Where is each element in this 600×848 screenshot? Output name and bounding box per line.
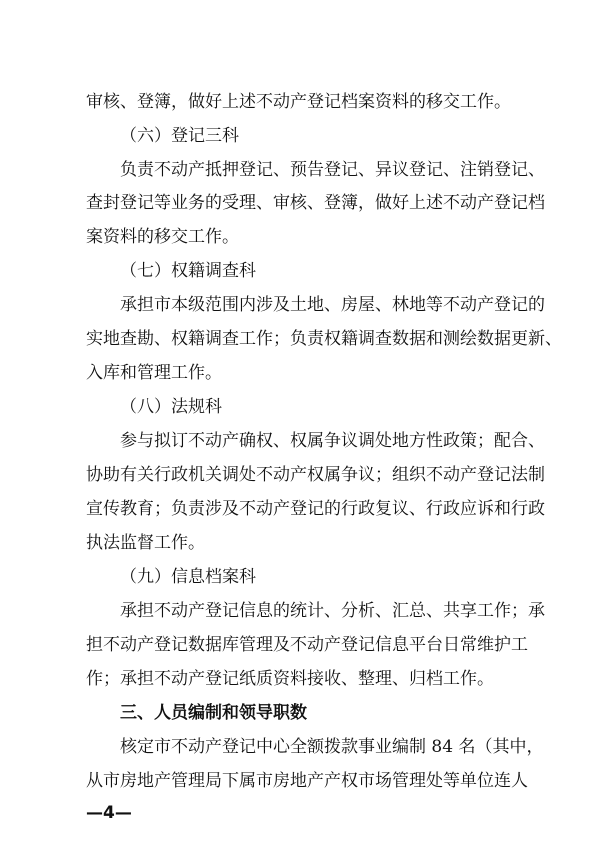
chapter-heading: 三、人员编制和领导职数	[120, 703, 307, 723]
text-line: 入库和管理工作。	[86, 363, 222, 383]
text-line: 实地查勘、权籍调查工作；负责权籍调查数据和测绘数据更新、	[86, 329, 562, 349]
text-line: 担不动产登记数据库管理及不动产登记信息平台日常维护工	[86, 635, 528, 655]
text-line: 协助有关行政机关调处不动产权属争议；组织不动产登记法制	[86, 465, 545, 485]
text-line: 承担市本级范围内涉及土地、房屋、林地等不动产登记的	[120, 295, 545, 315]
text-line: 承担不动产登记信息的统计、分析、汇总、共享工作；承	[120, 601, 545, 621]
text-line: 作；承担不动产登记纸质资料接收、整理、归档工作。	[86, 669, 494, 689]
text-line: 执法监督工作。	[86, 533, 205, 553]
text-line: 审核、登簿，做好上述不动产登记档案资料的移交工作。	[86, 92, 511, 112]
text-line: 查封登记等业务的受理、审核、登簿，做好上述不动产登记档	[86, 193, 545, 213]
text-line: 宣传教育；负责涉及不动产登记的行政复议、行政应诉和行政	[86, 499, 545, 519]
text-line: 参与拟订不动产确权、权属争议调处地方性政策；配合、	[120, 431, 545, 451]
section-heading: （八）法规科	[120, 397, 222, 417]
text-line: 案资料的移交工作。	[86, 227, 239, 247]
page-number: —4—	[86, 803, 132, 823]
section-heading: （九）信息档案科	[120, 567, 256, 587]
text-line: 核定市不动产登记中心全额拨款事业编制 84 名（其中，	[120, 737, 544, 757]
text-line: 从市房地产管理局下属市房地产产权市场管理处等单位连人	[86, 771, 528, 791]
section-heading: （六）登记三科	[120, 126, 239, 146]
text-line: 负责不动产抵押登记、预告登记、异议登记、注销登记、	[120, 160, 545, 180]
section-heading: （七）权籍调查科	[120, 261, 256, 281]
